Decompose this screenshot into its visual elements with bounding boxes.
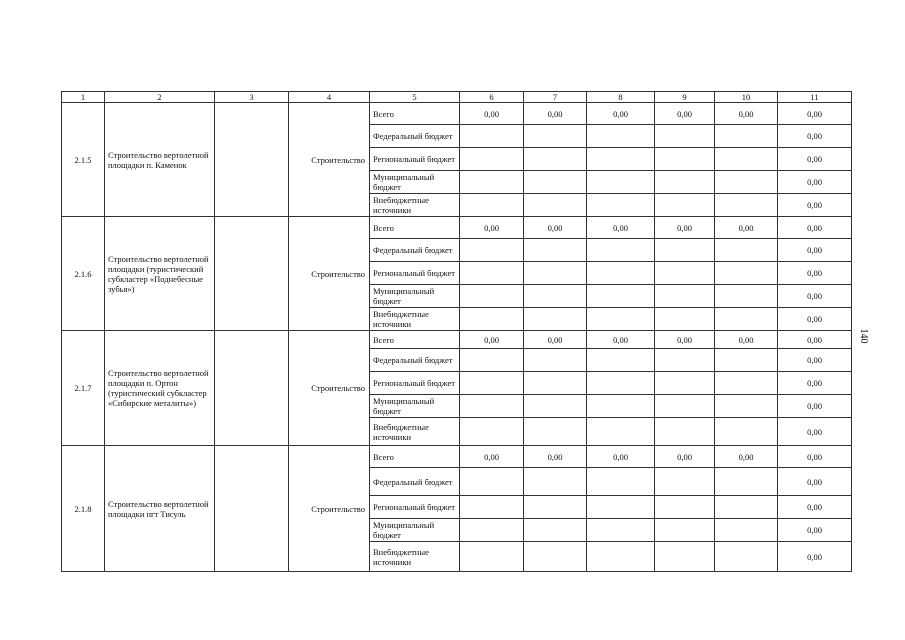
- amount-cell: 0,00: [778, 171, 852, 194]
- column-header: 9: [655, 92, 715, 103]
- amount-cell: [524, 418, 587, 446]
- funding-source: Внебюджетные источники: [370, 418, 460, 446]
- funding-source: Региональный бюджет: [370, 496, 460, 519]
- funding-source: Всего: [370, 446, 460, 468]
- amount-cell: [715, 372, 778, 395]
- amount-cell: 0,00: [587, 217, 655, 239]
- amount-cell: [524, 285, 587, 308]
- amount-cell: [655, 285, 715, 308]
- work-type: Строительство: [289, 217, 370, 331]
- amount-cell: [524, 468, 587, 496]
- amount-cell: 0,00: [587, 103, 655, 125]
- amount-cell: 0,00: [778, 148, 852, 171]
- funding-source: Внебюджетные источники: [370, 194, 460, 217]
- column-3-cell: [215, 103, 289, 217]
- amount-cell: [655, 171, 715, 194]
- amount-cell: [655, 262, 715, 285]
- amount-cell: [587, 349, 655, 372]
- amount-cell: 0,00: [524, 103, 587, 125]
- amount-cell: 0,00: [655, 217, 715, 239]
- amount-cell: 0,00: [778, 349, 852, 372]
- amount-cell: 0,00: [778, 262, 852, 285]
- amount-cell: [524, 262, 587, 285]
- amount-cell: [715, 148, 778, 171]
- amount-cell: [715, 308, 778, 331]
- amount-cell: 0,00: [524, 217, 587, 239]
- work-type: Строительство: [289, 446, 370, 572]
- funding-source: Внебюджетные источники: [370, 308, 460, 331]
- amount-cell: 0,00: [778, 217, 852, 239]
- amount-cell: [524, 349, 587, 372]
- amount-cell: 0,00: [778, 395, 852, 418]
- amount-cell: [524, 125, 587, 148]
- amount-cell: [460, 519, 524, 542]
- table-row: [62, 217, 852, 239]
- amount-cell: [587, 395, 655, 418]
- column-header: 11: [778, 92, 852, 103]
- amount-cell: 0,00: [778, 239, 852, 262]
- column-3-cell: [215, 331, 289, 446]
- item-number: 2.1.5: [62, 103, 105, 217]
- amount-cell: [460, 125, 524, 148]
- funding-source: Федеральный бюджет: [370, 349, 460, 372]
- amount-cell: 0,00: [778, 308, 852, 331]
- amount-cell: [587, 125, 655, 148]
- column-header: 4: [289, 92, 370, 103]
- amount-cell: [524, 308, 587, 331]
- amount-cell: [655, 194, 715, 217]
- header-row: [62, 92, 852, 103]
- column-header: 3: [215, 92, 289, 103]
- funding-source: Региональный бюджет: [370, 372, 460, 395]
- amount-cell: [715, 125, 778, 148]
- amount-cell: [655, 418, 715, 446]
- amount-cell: [587, 468, 655, 496]
- amount-cell: [587, 496, 655, 519]
- funding-source: Региональный бюджет: [370, 262, 460, 285]
- amount-cell: 0,00: [715, 446, 778, 468]
- amount-cell: [587, 519, 655, 542]
- amount-cell: 0,00: [655, 446, 715, 468]
- amount-cell: 0,00: [587, 331, 655, 349]
- amount-cell: 0,00: [715, 217, 778, 239]
- amount-cell: 0,00: [460, 331, 524, 349]
- amount-cell: [715, 542, 778, 572]
- funding-source: Всего: [370, 103, 460, 125]
- amount-cell: [460, 372, 524, 395]
- funding-source: Региональный бюджет: [370, 148, 460, 171]
- amount-cell: 0,00: [460, 446, 524, 468]
- amount-cell: [460, 239, 524, 262]
- amount-cell: [715, 349, 778, 372]
- funding-source: Муниципальный бюджет: [370, 285, 460, 308]
- amount-cell: [715, 171, 778, 194]
- column-header: 7: [524, 92, 587, 103]
- amount-cell: [460, 418, 524, 446]
- amount-cell: [715, 519, 778, 542]
- amount-cell: 0,00: [778, 103, 852, 125]
- amount-cell: [655, 125, 715, 148]
- table-row: [62, 446, 852, 468]
- column-header: 10: [715, 92, 778, 103]
- amount-cell: 0,00: [778, 194, 852, 217]
- amount-cell: 0,00: [655, 331, 715, 349]
- amount-cell: [524, 239, 587, 262]
- item-number: 2.1.6: [62, 217, 105, 331]
- amount-cell: [460, 262, 524, 285]
- amount-cell: [524, 194, 587, 217]
- funding-source: Муниципальный бюджет: [370, 519, 460, 542]
- table-row: [62, 103, 852, 125]
- amount-cell: [655, 468, 715, 496]
- amount-cell: [524, 395, 587, 418]
- column-3-cell: [215, 217, 289, 331]
- amount-cell: [655, 496, 715, 519]
- funding-source: Всего: [370, 217, 460, 239]
- column-header: 8: [587, 92, 655, 103]
- amount-cell: [715, 468, 778, 496]
- amount-cell: [587, 262, 655, 285]
- item-number: 2.1.7: [62, 331, 105, 446]
- amount-cell: [460, 395, 524, 418]
- page-number: 140: [858, 328, 869, 344]
- column-header: 2: [105, 92, 215, 103]
- funding-source: Муниципальный бюджет: [370, 395, 460, 418]
- amount-cell: [460, 542, 524, 572]
- amount-cell: [715, 239, 778, 262]
- amount-cell: 0,00: [524, 446, 587, 468]
- amount-cell: [715, 418, 778, 446]
- amount-cell: [655, 349, 715, 372]
- amount-cell: [715, 496, 778, 519]
- funding-source: Федеральный бюджет: [370, 125, 460, 148]
- item-number: 2.1.8: [62, 446, 105, 572]
- amount-cell: [524, 372, 587, 395]
- funding-source: Внебюджетные источники: [370, 542, 460, 572]
- amount-cell: [460, 194, 524, 217]
- amount-cell: 0,00: [715, 331, 778, 349]
- amount-cell: [587, 372, 655, 395]
- amount-cell: 0,00: [460, 103, 524, 125]
- amount-cell: [655, 308, 715, 331]
- amount-cell: [655, 239, 715, 262]
- amount-cell: 0,00: [778, 285, 852, 308]
- amount-cell: [460, 285, 524, 308]
- work-type: Строительство: [289, 103, 370, 217]
- amount-cell: 0,00: [778, 125, 852, 148]
- amount-cell: [587, 308, 655, 331]
- amount-cell: [655, 372, 715, 395]
- amount-cell: [524, 542, 587, 572]
- amount-cell: [460, 171, 524, 194]
- funding-source: Федеральный бюджет: [370, 468, 460, 496]
- item-name: Строительство вертолетной площадки пгт Тисуль: [105, 446, 215, 572]
- amount-cell: [587, 418, 655, 446]
- amount-cell: [524, 519, 587, 542]
- amount-cell: [655, 519, 715, 542]
- amount-cell: [587, 239, 655, 262]
- amount-cell: [460, 148, 524, 171]
- amount-cell: 0,00: [778, 446, 852, 468]
- amount-cell: [460, 496, 524, 519]
- amount-cell: [715, 262, 778, 285]
- amount-cell: 0,00: [460, 217, 524, 239]
- amount-cell: [655, 395, 715, 418]
- amount-cell: [587, 542, 655, 572]
- column-header: 6: [460, 92, 524, 103]
- item-name: Строительство вертолетной площадки п. Ортон (туристический субкластер «Сибирские металиты»): [105, 331, 215, 446]
- amount-cell: [524, 148, 587, 171]
- amount-cell: [715, 285, 778, 308]
- amount-cell: [460, 349, 524, 372]
- funding-source: Муниципальный бюджет: [370, 171, 460, 194]
- column-header: 5: [370, 92, 460, 103]
- amount-cell: 0,00: [778, 372, 852, 395]
- amount-cell: [587, 171, 655, 194]
- amount-cell: [587, 194, 655, 217]
- funding-source: Федеральный бюджет: [370, 239, 460, 262]
- amount-cell: 0,00: [778, 496, 852, 519]
- amount-cell: 0,00: [778, 519, 852, 542]
- amount-cell: [655, 542, 715, 572]
- amount-cell: 0,00: [587, 446, 655, 468]
- amount-cell: [460, 308, 524, 331]
- amount-cell: [524, 496, 587, 519]
- budget-table: [61, 91, 852, 572]
- amount-cell: 0,00: [655, 103, 715, 125]
- work-type: Строительство: [289, 331, 370, 446]
- item-name: Строительство вертолетной площадки п. Каменок: [105, 103, 215, 217]
- column-3-cell: [215, 446, 289, 572]
- amount-cell: [655, 148, 715, 171]
- amount-cell: [715, 395, 778, 418]
- amount-cell: [524, 171, 587, 194]
- funding-source: Всего: [370, 331, 460, 349]
- amount-cell: 0,00: [778, 468, 852, 496]
- amount-cell: 0,00: [778, 331, 852, 349]
- amount-cell: 0,00: [778, 542, 852, 572]
- amount-cell: 0,00: [778, 418, 852, 446]
- table-row: [62, 331, 852, 349]
- item-name: Строительство вертолетной площадки (туристический субкластер «Поднебесные зубья»): [105, 217, 215, 331]
- amount-cell: [587, 285, 655, 308]
- amount-cell: [587, 148, 655, 171]
- column-header: 1: [62, 92, 105, 103]
- amount-cell: 0,00: [524, 331, 587, 349]
- amount-cell: 0,00: [715, 103, 778, 125]
- amount-cell: [715, 194, 778, 217]
- amount-cell: [460, 468, 524, 496]
